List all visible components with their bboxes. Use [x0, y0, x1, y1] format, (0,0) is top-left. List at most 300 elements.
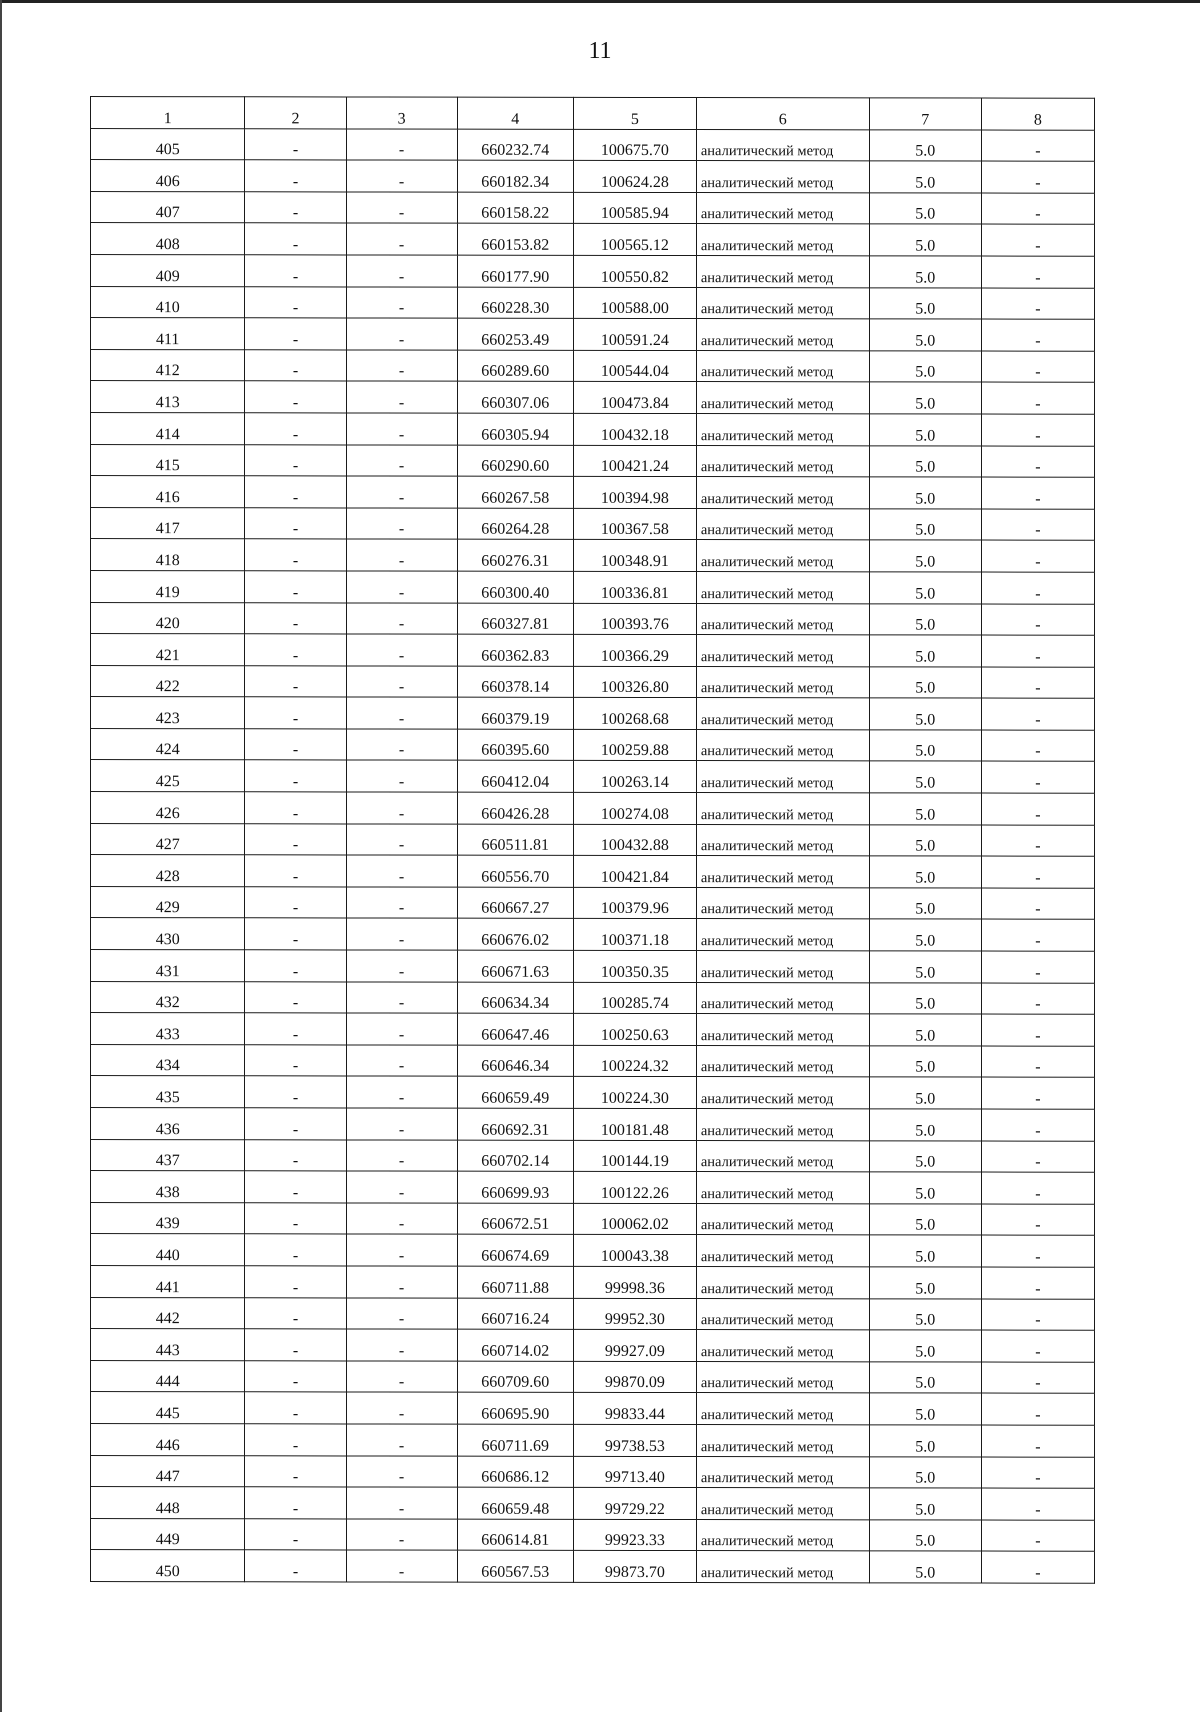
y-coordinate-cell: 100394.98	[573, 476, 696, 508]
point-number-cell: 432	[91, 981, 245, 1013]
point-number-cell: 448	[91, 1487, 245, 1519]
table-row	[91, 760, 1095, 793]
table-row	[91, 286, 1095, 319]
col8-cell: -	[981, 1520, 1094, 1552]
point-number-cell: 409	[91, 254, 245, 286]
method-cell: аналитический метод	[696, 192, 869, 224]
accuracy-cell: 5.0	[869, 1267, 981, 1299]
accuracy-cell: 5.0	[869, 761, 981, 793]
col2-cell: -	[245, 476, 346, 508]
x-coordinate-cell: 660379.19	[457, 697, 573, 729]
table-row	[91, 665, 1095, 698]
accuracy-cell: 5.0	[869, 382, 981, 414]
col2-cell: -	[245, 507, 346, 539]
y-coordinate-cell: 100432.18	[573, 413, 696, 445]
table-row	[91, 634, 1095, 667]
table-row	[91, 254, 1095, 287]
col2-cell: -	[245, 1518, 346, 1550]
point-number-cell: 417	[91, 507, 245, 539]
method-cell: аналитический метод	[696, 540, 869, 572]
point-number-cell: 407	[91, 191, 245, 223]
x-coordinate-cell: 660556.70	[457, 855, 573, 887]
accuracy-cell: 5.0	[869, 1140, 981, 1172]
col2-cell: -	[245, 950, 346, 982]
col8-cell: -	[981, 1330, 1094, 1362]
accuracy-cell: 5.0	[869, 193, 981, 225]
y-coordinate-cell: 99998.36	[573, 1266, 696, 1298]
col3-cell: -	[346, 1234, 457, 1266]
col2-cell: -	[245, 318, 346, 350]
y-coordinate-cell: 100550.82	[573, 255, 696, 287]
x-coordinate-cell: 660378.14	[457, 666, 573, 698]
y-coordinate-cell: 100624.28	[573, 161, 696, 193]
col3-cell: -	[346, 1013, 457, 1045]
method-cell: аналитический метод	[696, 129, 869, 161]
point-number-cell: 433	[91, 1013, 245, 1045]
point-number-cell: 431	[91, 950, 245, 982]
accuracy-cell: 5.0	[869, 1077, 981, 1109]
col3-cell: -	[346, 129, 457, 161]
x-coordinate-cell: 660158.22	[457, 192, 573, 224]
col2-cell: -	[245, 981, 346, 1013]
table-row	[91, 444, 1095, 477]
col3-cell: -	[346, 223, 457, 255]
x-coordinate-cell: 660674.69	[457, 1235, 573, 1267]
accuracy-cell: 5.0	[869, 1046, 981, 1078]
point-number-cell: 422	[91, 665, 245, 697]
method-cell: аналитический метод	[696, 382, 869, 414]
x-coordinate-cell: 660267.58	[457, 476, 573, 508]
y-coordinate-cell: 100432.88	[573, 824, 696, 856]
col3-cell: -	[346, 887, 457, 919]
col3-cell: -	[346, 1550, 457, 1582]
col3-cell: -	[346, 413, 457, 445]
x-coordinate-cell: 660327.81	[457, 603, 573, 635]
y-coordinate-cell: 99873.70	[573, 1551, 696, 1583]
x-coordinate-cell: 660671.63	[457, 950, 573, 982]
table-row	[91, 349, 1095, 382]
col8-cell: -	[981, 193, 1094, 225]
col3-cell: -	[346, 602, 457, 634]
method-cell: аналитический метод	[696, 1519, 869, 1551]
method-cell: аналитический метод	[696, 1235, 869, 1267]
table-row	[91, 160, 1095, 193]
col3-cell: -	[346, 571, 457, 603]
y-coordinate-cell: 100366.29	[573, 634, 696, 666]
point-number-cell: 406	[91, 160, 245, 192]
point-number-cell: 423	[91, 697, 245, 729]
x-coordinate-cell: 660153.82	[457, 224, 573, 256]
col2-cell: -	[245, 1361, 346, 1393]
accuracy-cell: 5.0	[869, 1520, 981, 1552]
col8-cell: -	[981, 635, 1094, 667]
x-coordinate-cell: 660182.34	[457, 160, 573, 192]
x-coordinate-cell: 660711.69	[457, 1424, 573, 1456]
method-cell: аналитический метод	[696, 793, 869, 825]
col3-cell: -	[346, 1519, 457, 1551]
col2-cell: -	[245, 1487, 346, 1519]
method-cell: аналитический метод	[696, 1203, 869, 1235]
method-cell: аналитический метод	[696, 887, 869, 919]
y-coordinate-cell: 100144.19	[573, 1140, 696, 1172]
table-row	[91, 1171, 1095, 1204]
y-coordinate-cell: 99833.44	[573, 1393, 696, 1425]
y-coordinate-cell: 100393.76	[573, 603, 696, 635]
method-cell: аналитический метод	[696, 729, 869, 761]
accuracy-cell: 5.0	[869, 1488, 981, 1520]
col2-cell: -	[245, 381, 346, 413]
y-coordinate-cell: 100379.96	[573, 887, 696, 919]
table-row	[91, 918, 1095, 951]
col8-cell: -	[981, 1014, 1094, 1046]
accuracy-cell: 5.0	[869, 1456, 981, 1488]
x-coordinate-cell: 660300.40	[457, 571, 573, 603]
point-number-cell: 405	[91, 128, 245, 160]
method-cell: аналитический метод	[696, 1267, 869, 1299]
accuracy-cell: 5.0	[869, 1298, 981, 1330]
col8-cell: -	[981, 919, 1094, 951]
method-cell: аналитический метод	[696, 951, 869, 983]
col8-cell: -	[981, 414, 1094, 446]
accuracy-cell: 5.0	[869, 635, 981, 667]
accuracy-cell: 5.0	[869, 256, 981, 288]
x-coordinate-cell: 660567.53	[457, 1550, 573, 1582]
x-coordinate-cell: 660232.74	[457, 129, 573, 161]
col3-cell: -	[346, 1045, 457, 1077]
col3-cell: -	[346, 729, 457, 761]
table-row	[91, 1423, 1095, 1456]
point-number-cell: 415	[91, 444, 245, 476]
y-coordinate-cell: 100224.32	[573, 1045, 696, 1077]
col3-cell: -	[346, 318, 457, 350]
table-row	[91, 1202, 1095, 1235]
y-coordinate-cell: 100122.26	[573, 1172, 696, 1204]
col2-cell: -	[245, 350, 346, 382]
point-number-cell: 414	[91, 412, 245, 444]
col2-cell: -	[245, 1108, 346, 1140]
point-number-cell: 419	[91, 570, 245, 602]
col2-cell: -	[245, 160, 346, 192]
x-coordinate-cell: 660253.49	[457, 318, 573, 350]
x-coordinate-cell: 660614.81	[457, 1519, 573, 1551]
col8-cell: -	[981, 825, 1094, 857]
column-header: 1	[91, 97, 245, 129]
y-coordinate-cell: 100062.02	[573, 1203, 696, 1235]
y-coordinate-cell: 99729.22	[573, 1487, 696, 1519]
col8-cell: -	[981, 1204, 1094, 1236]
table-row	[91, 981, 1095, 1014]
table-row	[91, 223, 1095, 256]
table-row	[91, 476, 1095, 509]
col8-cell: -	[981, 1267, 1094, 1299]
x-coordinate-cell: 660699.93	[457, 1171, 573, 1203]
x-coordinate-cell: 660307.06	[457, 381, 573, 413]
method-cell: аналитический метод	[696, 1361, 869, 1393]
method-cell: аналитический метод	[696, 635, 869, 667]
table-row	[91, 1044, 1095, 1077]
col8-cell: -	[981, 509, 1094, 541]
col8-cell: -	[981, 1109, 1094, 1141]
point-number-cell: 441	[91, 1265, 245, 1297]
col2-cell: -	[245, 729, 346, 761]
y-coordinate-cell: 100181.48	[573, 1108, 696, 1140]
point-number-cell: 412	[91, 349, 245, 381]
x-coordinate-cell: 660667.27	[457, 887, 573, 919]
col8-cell: -	[981, 130, 1094, 162]
accuracy-cell: 5.0	[869, 603, 981, 635]
y-coordinate-cell: 100250.63	[573, 1014, 696, 1046]
col3-cell: -	[346, 1140, 457, 1172]
col8-cell: -	[981, 698, 1094, 730]
y-coordinate-cell: 100043.38	[573, 1235, 696, 1267]
point-number-cell: 440	[91, 1234, 245, 1266]
accuracy-cell: 5.0	[869, 1109, 981, 1141]
col8-cell: -	[981, 161, 1094, 193]
coordinates-table	[90, 96, 1095, 1584]
col2-cell: -	[245, 1139, 346, 1171]
accuracy-cell: 5.0	[869, 919, 981, 951]
method-cell: аналитический метод	[696, 1551, 869, 1583]
col2-cell: -	[245, 792, 346, 824]
method-cell: аналитический метод	[696, 508, 869, 540]
accuracy-cell: 5.0	[869, 1330, 981, 1362]
x-coordinate-cell: 660290.60	[457, 445, 573, 477]
method-cell: аналитический метод	[696, 571, 869, 603]
accuracy-cell: 5.0	[869, 698, 981, 730]
col3-cell: -	[346, 634, 457, 666]
accuracy-cell: 5.0	[869, 161, 981, 193]
method-cell: аналитический метод	[696, 1014, 869, 1046]
column-header: 6	[696, 98, 869, 130]
y-coordinate-cell: 100421.84	[573, 856, 696, 888]
col8-cell: -	[981, 951, 1094, 983]
x-coordinate-cell: 660676.02	[457, 919, 573, 951]
point-number-cell: 446	[91, 1423, 245, 1455]
point-number-cell: 447	[91, 1455, 245, 1487]
accuracy-cell: 5.0	[869, 1172, 981, 1204]
point-number-cell: 413	[91, 381, 245, 413]
accuracy-cell: 5.0	[869, 1393, 981, 1425]
method-cell: аналитический метод	[696, 1140, 869, 1172]
table-body	[91, 128, 1095, 1583]
col3-cell: -	[346, 666, 457, 698]
method-cell: аналитический метод	[696, 319, 869, 351]
method-cell: аналитический метод	[696, 761, 869, 793]
method-cell: аналитический метод	[696, 413, 869, 445]
accuracy-cell: 5.0	[869, 667, 981, 699]
col2-cell: -	[245, 192, 346, 224]
col8-cell: -	[981, 793, 1094, 825]
col8-cell: -	[981, 1488, 1094, 1520]
col3-cell: -	[346, 508, 457, 540]
col2-cell: -	[245, 1013, 346, 1045]
accuracy-cell: 5.0	[869, 1425, 981, 1457]
x-coordinate-cell: 660264.28	[457, 508, 573, 540]
col8-cell: -	[981, 224, 1094, 256]
method-cell: аналитический метод	[696, 161, 869, 193]
y-coordinate-cell: 100675.70	[573, 129, 696, 161]
col2-cell: -	[245, 1045, 346, 1077]
x-coordinate-cell: 660395.60	[457, 729, 573, 761]
col3-cell: -	[346, 1203, 457, 1235]
col8-cell: -	[981, 983, 1094, 1015]
y-coordinate-cell: 100350.35	[573, 950, 696, 982]
accuracy-cell: 5.0	[869, 509, 981, 541]
col3-cell: -	[346, 918, 457, 950]
y-coordinate-cell: 100274.08	[573, 792, 696, 824]
table-row	[91, 507, 1095, 540]
col8-cell: -	[981, 572, 1094, 604]
method-cell: аналитический метод	[696, 1045, 869, 1077]
col8-cell: -	[981, 477, 1094, 509]
point-number-cell: 427	[91, 823, 245, 855]
y-coordinate-cell: 100585.94	[573, 192, 696, 224]
y-coordinate-cell: 99870.09	[573, 1361, 696, 1393]
method-cell: аналитический метод	[696, 603, 869, 635]
col3-cell: -	[346, 1298, 457, 1330]
y-coordinate-cell: 99713.40	[573, 1456, 696, 1488]
table-row	[91, 950, 1095, 983]
col8-cell: -	[981, 888, 1094, 920]
col2-cell: -	[245, 1234, 346, 1266]
col8-cell: -	[981, 1393, 1094, 1425]
col8-cell: -	[981, 256, 1094, 288]
table-row	[91, 1392, 1095, 1425]
table-row	[91, 855, 1095, 888]
method-cell: аналитический метод	[696, 1298, 869, 1330]
x-coordinate-cell: 660659.49	[457, 1077, 573, 1109]
col2-cell: -	[245, 1455, 346, 1487]
x-coordinate-cell: 660289.60	[457, 350, 573, 382]
method-cell: аналитический метод	[696, 1456, 869, 1488]
y-coordinate-cell: 100591.24	[573, 318, 696, 350]
col8-cell: -	[981, 540, 1094, 572]
col2-cell: -	[245, 1171, 346, 1203]
col2-cell: -	[245, 665, 346, 697]
col2-cell: -	[245, 413, 346, 445]
col2-cell: -	[245, 823, 346, 855]
col2-cell: -	[245, 444, 346, 476]
y-coordinate-cell: 100224.30	[573, 1077, 696, 1109]
y-coordinate-cell: 99738.53	[573, 1424, 696, 1456]
col2-cell: -	[245, 1329, 346, 1361]
col3-cell: -	[346, 350, 457, 382]
col2-cell: -	[245, 602, 346, 634]
table-row	[91, 570, 1095, 603]
point-number-cell: 450	[91, 1550, 245, 1582]
y-coordinate-cell: 100268.68	[573, 698, 696, 730]
table-row	[91, 1108, 1095, 1141]
accuracy-cell: 5.0	[869, 951, 981, 983]
table-row	[91, 1139, 1095, 1172]
x-coordinate-cell: 660177.90	[457, 255, 573, 287]
col2-cell: -	[245, 1203, 346, 1235]
point-number-cell: 445	[91, 1392, 245, 1424]
x-coordinate-cell: 660362.83	[457, 634, 573, 666]
method-cell: аналитический метод	[696, 1393, 869, 1425]
column-header: 7	[869, 98, 981, 130]
accuracy-cell: 5.0	[869, 351, 981, 383]
col8-cell: -	[981, 1077, 1094, 1109]
table-header-row	[91, 97, 1095, 130]
x-coordinate-cell: 660686.12	[457, 1456, 573, 1488]
method-cell: аналитический метод	[696, 982, 869, 1014]
method-cell: аналитический метод	[696, 445, 869, 477]
point-number-cell: 418	[91, 539, 245, 571]
accuracy-cell: 5.0	[869, 414, 981, 446]
column-header: 4	[457, 97, 573, 129]
table-row	[91, 886, 1095, 919]
point-number-cell: 438	[91, 1171, 245, 1203]
table-row	[91, 1234, 1095, 1267]
y-coordinate-cell: 100285.74	[573, 982, 696, 1014]
x-coordinate-cell: 660702.14	[457, 1140, 573, 1172]
col2-cell: -	[245, 634, 346, 666]
table-row	[91, 602, 1095, 635]
accuracy-cell: 5.0	[869, 1362, 981, 1394]
col2-cell: -	[245, 539, 346, 571]
accuracy-cell: 5.0	[869, 540, 981, 572]
col3-cell: -	[346, 1392, 457, 1424]
col3-cell: -	[346, 792, 457, 824]
point-number-cell: 437	[91, 1139, 245, 1171]
col2-cell: -	[245, 1297, 346, 1329]
col3-cell: -	[346, 1171, 457, 1203]
y-coordinate-cell: 100421.24	[573, 445, 696, 477]
col8-cell: -	[981, 1362, 1094, 1394]
y-coordinate-cell: 100326.80	[573, 666, 696, 698]
point-number-cell: 426	[91, 792, 245, 824]
col3-cell: -	[346, 1424, 457, 1456]
column-header: 2	[245, 97, 346, 129]
col3-cell: -	[346, 160, 457, 192]
x-coordinate-cell: 660412.04	[457, 761, 573, 793]
col3-cell: -	[346, 982, 457, 1014]
x-coordinate-cell: 660709.60	[457, 1361, 573, 1393]
col3-cell: -	[346, 1361, 457, 1393]
x-coordinate-cell: 660634.34	[457, 982, 573, 1014]
table-row	[91, 1518, 1095, 1551]
y-coordinate-cell: 100371.18	[573, 919, 696, 951]
col3-cell: -	[346, 697, 457, 729]
y-coordinate-cell: 100367.58	[573, 508, 696, 540]
y-coordinate-cell: 99927.09	[573, 1330, 696, 1362]
col8-cell: -	[981, 1172, 1094, 1204]
x-coordinate-cell: 660276.31	[457, 539, 573, 571]
x-coordinate-cell: 660672.51	[457, 1203, 573, 1235]
point-number-cell: 428	[91, 855, 245, 887]
col3-cell: -	[346, 1455, 457, 1487]
accuracy-cell: 5.0	[869, 1551, 981, 1583]
point-number-cell: 425	[91, 760, 245, 792]
col3-cell: -	[346, 1329, 457, 1361]
scan-top-edge	[0, 0, 1200, 3]
col3-cell: -	[346, 824, 457, 856]
col2-cell: -	[245, 697, 346, 729]
table-row	[91, 191, 1095, 224]
method-cell: аналитический метод	[696, 1077, 869, 1109]
col8-cell: -	[981, 288, 1094, 320]
col2-cell: -	[245, 128, 346, 160]
y-coordinate-cell: 100565.12	[573, 224, 696, 256]
table-row	[91, 1297, 1095, 1330]
point-number-cell: 439	[91, 1202, 245, 1234]
method-cell: аналитический метод	[696, 1488, 869, 1520]
accuracy-cell: 5.0	[869, 287, 981, 319]
point-number-cell: 443	[91, 1329, 245, 1361]
point-number-cell: 420	[91, 602, 245, 634]
accuracy-cell: 5.0	[869, 1204, 981, 1236]
